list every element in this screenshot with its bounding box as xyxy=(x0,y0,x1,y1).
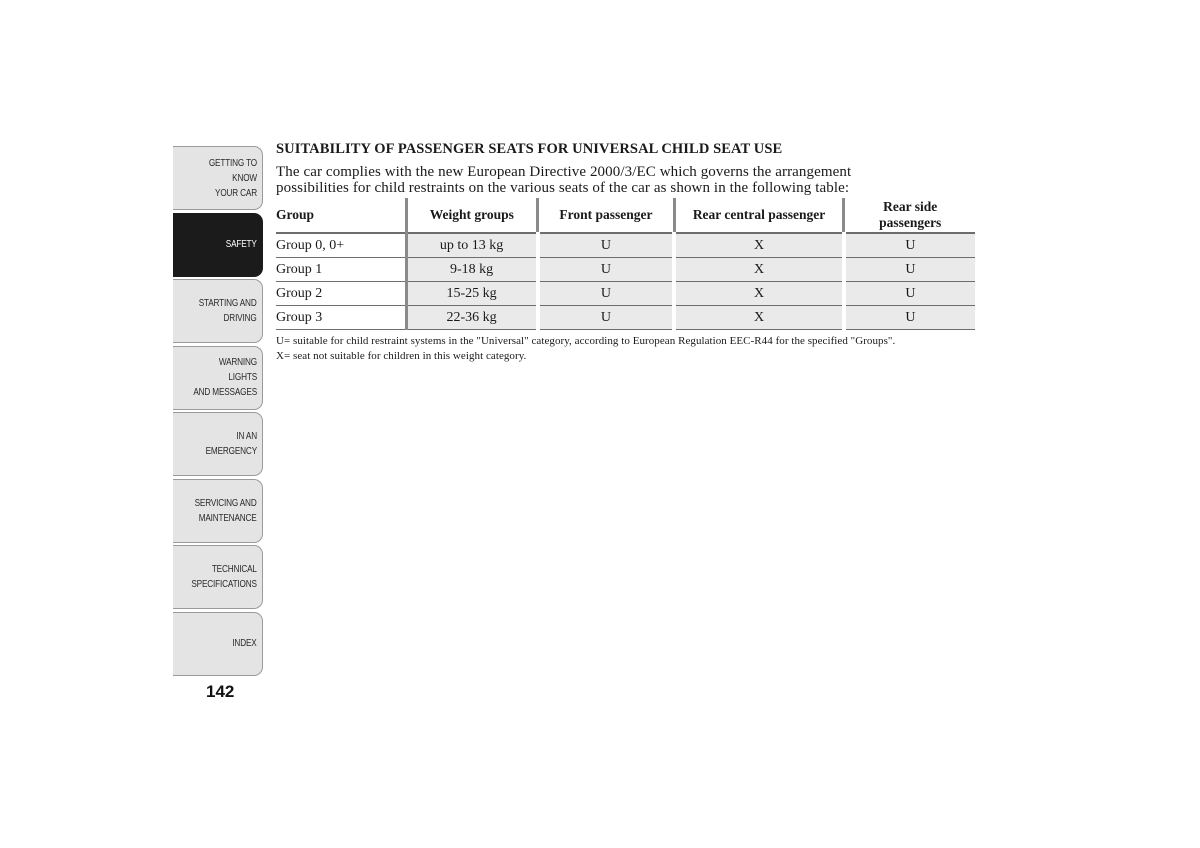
header-rear-side-passengers: Rear side passengers xyxy=(844,198,975,233)
tab-label: WARNING LIGHTS AND MESSAGES xyxy=(193,357,257,398)
cell-rear-central: X xyxy=(674,282,844,306)
page-number: 142 xyxy=(206,682,235,701)
intro-line-2: possibilities for child restraints on the various seats of the car as shown in the following table: xyxy=(276,180,850,196)
chapter-tabs xyxy=(173,146,263,678)
tab-label: GETTING TO KNOW YOUR CAR xyxy=(208,157,257,199)
section-heading: SUITABILITY OF PASSENGER SEATS FOR UNIVERSAL CHILD SEAT USE xyxy=(276,141,783,157)
table-row xyxy=(276,258,975,282)
cell-weight: 22-36 kg xyxy=(406,306,538,330)
tab-in-an-emergency[interactable] xyxy=(173,412,263,476)
cell-weight: up to 13 kg xyxy=(406,233,538,258)
cell-rear-side: U xyxy=(844,282,975,306)
table-row xyxy=(276,306,975,330)
cell-rear-central: X xyxy=(674,258,844,282)
main-content xyxy=(276,141,976,363)
cell-group: Group 2 xyxy=(276,282,406,306)
tab-safety[interactable] xyxy=(173,213,263,277)
tab-technical-specifications[interactable] xyxy=(173,545,263,609)
tab-label: INDEX xyxy=(232,638,257,649)
tab-label: SERVICING AND MAINTENANCE xyxy=(195,497,257,524)
cell-rear-central: X xyxy=(674,233,844,258)
tab-label: IN AN EMERGENCY xyxy=(205,431,257,457)
tab-starting-and-driving[interactable] xyxy=(173,279,263,343)
cell-front: U xyxy=(538,258,675,282)
cell-rear-side: U xyxy=(844,306,975,330)
cell-weight: 15-25 kg xyxy=(406,282,538,306)
intro-line-1: The car complies with the new European Directive 2000/3/EC which governs the arrangement xyxy=(276,164,852,180)
cell-group: Group 1 xyxy=(276,258,406,282)
tab-label: TECHNICAL SPECIFICATIONS xyxy=(191,564,257,590)
cell-group: Group 0, 0+ xyxy=(276,233,406,258)
note-u: U= suitable for child restraint systems in the "Universal" category, according to European Regulation EEC-R44 for the specified "Groups". xyxy=(276,335,896,347)
note-x: X= seat not suitable for children in this weight category. xyxy=(276,349,527,362)
table-header-row xyxy=(276,198,975,233)
table-row xyxy=(276,282,975,306)
cell-front: U xyxy=(538,306,675,330)
tab-label: SAFETY xyxy=(226,239,257,250)
cell-front: U xyxy=(538,282,675,306)
header-front-passenger: Front passenger xyxy=(538,198,675,233)
tab-label: STARTING AND DRIVING xyxy=(199,298,257,324)
cell-weight: 9-18 kg xyxy=(406,258,538,282)
cell-front: U xyxy=(538,233,675,258)
cell-rear-central: X xyxy=(674,306,844,330)
child-seat-suitability-table xyxy=(276,198,975,330)
cell-rear-side: U xyxy=(844,258,975,282)
cell-group: Group 3 xyxy=(276,306,406,330)
tab-servicing-and-maintenance[interactable] xyxy=(173,479,263,543)
table-row xyxy=(276,233,975,258)
intro-paragraph xyxy=(276,164,976,196)
tab-index[interactable] xyxy=(173,612,263,676)
tab-warning-lights-and-messages[interactable] xyxy=(173,346,263,410)
cell-rear-side: U xyxy=(844,233,975,258)
tab-getting-to-know-your-car[interactable] xyxy=(173,146,263,210)
header-group: Group xyxy=(276,198,406,233)
header-weight-groups: Weight groups xyxy=(406,198,538,233)
table-notes xyxy=(276,334,976,363)
header-rear-central-passenger: Rear central passenger xyxy=(674,198,844,233)
